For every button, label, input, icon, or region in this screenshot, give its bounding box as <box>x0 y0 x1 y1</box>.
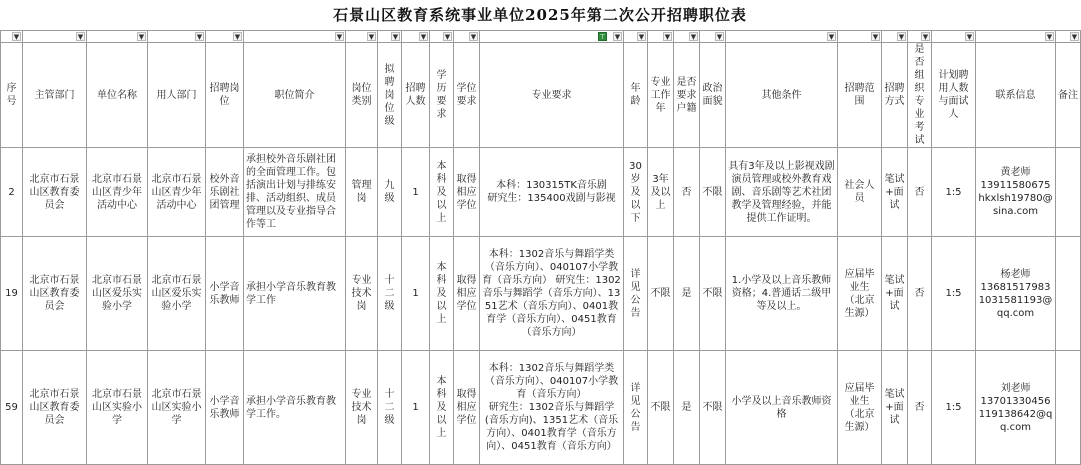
cell-dept: 北京市石景山区教育委员会 <box>23 237 87 351</box>
chevron-down-icon[interactable]: ▼ <box>1071 33 1078 41</box>
cell-unit: 北京市石景山区实验小学 <box>87 351 148 465</box>
cell-remark <box>1056 351 1081 465</box>
cell-education: 本科及以上 <box>430 351 454 465</box>
cell-other: 小学及以上音乐教师资格 <box>726 351 838 465</box>
cell-major: 本科：1302音乐与舞蹈学类（音乐方向）、040107小学教育（音乐方向） 研究生：1302音乐与舞蹈学（音乐方向）、1351艺术（音乐方向）、0401教育学（音乐方向）、0451教育（音乐方向） <box>480 237 624 351</box>
chevron-down-icon[interactable]: ▼ <box>872 33 879 41</box>
header-employer: 用人部门 <box>148 43 206 148</box>
cell-method: 笔试+面试 <box>882 351 908 465</box>
filter-cell <box>402 31 430 43</box>
cell-other: 具有3年及以上影视戏剧演员管理或校外教育戏剧、音乐剧等艺术社团教学及管理经验，并能提供工作证明。 <box>726 148 838 237</box>
cell-ratio-org: 否 <box>908 237 932 351</box>
cell-ratio-org: 否 <box>908 148 932 237</box>
filter-cell <box>244 31 346 43</box>
cell-education: 本科及以上 <box>430 148 454 237</box>
chevron-down-icon[interactable]: ▼ <box>13 33 20 41</box>
cell-dept: 北京市石景山区教育委员会 <box>23 351 87 465</box>
cell-employer: 北京市石景山区爱乐实验小学 <box>148 237 206 351</box>
cell-scope: 应届毕业生（北京生源） <box>838 351 882 465</box>
cell-count: 1 <box>402 237 430 351</box>
cell-hukou: 是 <box>674 237 700 351</box>
cell-age: 详见公告 <box>624 237 648 351</box>
header-politics: 政治面貌 <box>700 43 726 148</box>
cell-level: 十二级 <box>378 237 402 351</box>
cell-category: 管理岗 <box>346 148 378 237</box>
filter-cell <box>206 31 244 43</box>
filter-cell <box>1 31 23 43</box>
header-category: 岗位类别 <box>346 43 378 148</box>
header-ratio: 计划聘用人数与面试人 <box>932 43 976 148</box>
chevron-down-icon[interactable]: ▼ <box>77 33 84 41</box>
cell-other: 1.小学及以上音乐教师资格；4.普通话二级甲等及以上。 <box>726 237 838 351</box>
cell-ratio: 1:5 <box>932 351 976 465</box>
cell-degree: 取得相应学位 <box>454 148 480 237</box>
header-age: 年龄 <box>624 43 648 148</box>
chevron-down-icon[interactable]: ▼ <box>638 33 645 41</box>
filter-cell <box>674 31 700 43</box>
cell-age: 详见公告 <box>624 351 648 465</box>
cell-politics: 不限 <box>700 237 726 351</box>
chevron-down-icon[interactable]: ▼ <box>234 33 241 41</box>
chevron-down-icon[interactable]: ▼ <box>368 33 375 41</box>
cell-education: 本科及以上 <box>430 237 454 351</box>
cell-ratio: 1:5 <box>932 148 976 237</box>
cell-remark <box>1056 148 1081 237</box>
chevron-down-icon[interactable]: ▼ <box>470 33 477 41</box>
cell-unit: 北京市石景山区爱乐实验小学 <box>87 237 148 351</box>
chevron-down-icon[interactable]: ▼ <box>336 33 343 41</box>
cell-hukou: 否 <box>674 148 700 237</box>
header-level: 拟聘岗位级 <box>378 43 402 148</box>
cell-intro: 承担小学音乐教育教学工作 <box>244 237 346 351</box>
cell-intro: 承担校外音乐剧社团的全面管理工作。包括演出计划与排练安排、活动组织、成员管理以及专业指导合作等工 <box>244 148 346 237</box>
chevron-down-icon[interactable]: ▼ <box>828 33 835 41</box>
header-other: 其他条件 <box>726 43 838 148</box>
cell-method: 笔试+面试 <box>882 237 908 351</box>
filter-cell <box>1056 31 1081 43</box>
filter-cell <box>346 31 378 43</box>
cell-hukou: 是 <box>674 351 700 465</box>
cell-scope: 应届毕业生（北京生源） <box>838 237 882 351</box>
cell-unit: 北京市石景山区青少年活动中心 <box>87 148 148 237</box>
filter-cell <box>908 31 932 43</box>
header-scope: 招聘范围 <box>838 43 882 148</box>
cell-count: 1 <box>402 351 430 465</box>
table-row <box>1 351 1081 465</box>
cell-count: 1 <box>402 148 430 237</box>
cell-experience: 不限 <box>648 237 674 351</box>
recruitment-table <box>0 30 1081 465</box>
header-method: 招聘方式 <box>882 43 908 148</box>
filter-cell <box>87 31 148 43</box>
header-remark: 备注 <box>1056 43 1081 148</box>
cell-employer: 北京市石景山区青少年活动中心 <box>148 148 206 237</box>
header-major: 专业要求 <box>480 43 624 148</box>
filter-cell <box>932 31 976 43</box>
header-post: 招聘岗位 <box>206 43 244 148</box>
cell-seq: 19 <box>1 237 23 351</box>
cell-employer: 北京市石景山区实验小学 <box>148 351 206 465</box>
cell-category: 专业技术岗 <box>346 351 378 465</box>
filter-cell <box>480 31 624 43</box>
cell-seq: 59 <box>1 351 23 465</box>
chevron-down-icon[interactable]: ▼ <box>614 33 621 41</box>
cell-degree: 取得相应学位 <box>454 237 480 351</box>
table-row <box>1 148 1081 237</box>
header-degree: 学位要求 <box>454 43 480 148</box>
filter-cell <box>378 31 402 43</box>
header-experience: 专业工作年 <box>648 43 674 148</box>
cell-seq: 2 <box>1 148 23 237</box>
cell-age: 30岁及以下 <box>624 148 648 237</box>
chevron-down-icon[interactable]: ▼ <box>922 33 929 41</box>
filter-cell <box>454 31 480 43</box>
header-ratio-org: 是否组织专业考试 <box>908 43 932 148</box>
cell-scope: 社会人员 <box>838 148 882 237</box>
chevron-down-icon[interactable]: ▼ <box>690 33 697 41</box>
chevron-down-icon[interactable]: ▼ <box>196 33 203 41</box>
header-education: 学历要求 <box>430 43 454 148</box>
chevron-down-icon[interactable]: ▼ <box>420 33 427 41</box>
cell-level: 十二级 <box>378 351 402 465</box>
header-seq: 序号 <box>1 43 23 148</box>
cell-politics: 不限 <box>700 148 726 237</box>
chevron-down-icon[interactable]: ▼ <box>1046 33 1053 41</box>
filter-cell <box>648 31 674 43</box>
filter-cell <box>624 31 648 43</box>
cell-category: 专业技术岗 <box>346 237 378 351</box>
cell-post: 校外音乐剧社团管理 <box>206 148 244 237</box>
chevron-down-icon[interactable]: ▼ <box>138 33 145 41</box>
cell-politics: 不限 <box>700 351 726 465</box>
filter-funnel-icon[interactable]: ⊤ <box>599 33 606 41</box>
cell-major: 本科：1302音乐与舞蹈学类（音乐方向）、040107小学教育（音乐方向） 研究生：1302音乐与舞蹈学(音乐方向)、1351艺术（音乐方向）、0401教育学（音乐方向）、0451教育（音乐方向） <box>480 351 624 465</box>
cell-post: 小学音乐教师 <box>206 237 244 351</box>
cell-contact: 杨老师 13681517983 1031581193@qq.com <box>976 237 1056 351</box>
chevron-down-icon[interactable]: ▼ <box>392 33 399 41</box>
cell-degree: 取得相应学位 <box>454 351 480 465</box>
filter-cell <box>148 31 206 43</box>
filter-cell <box>23 31 87 43</box>
cell-intro: 承担小学音乐教育教学工作。 <box>244 351 346 465</box>
filter-cell <box>726 31 838 43</box>
header-count: 招聘人数 <box>402 43 430 148</box>
cell-remark <box>1056 237 1081 351</box>
cell-experience: 3年及以上 <box>648 148 674 237</box>
header-dept: 主管部门 <box>23 43 87 148</box>
cell-contact: 黄老师 13911580675 hkxlsh19780@sina.com <box>976 148 1056 237</box>
filter-row <box>1 31 1081 43</box>
sheet-title: 石景山区教育系统事业单位2025年第二次公开招聘职位表 <box>333 6 747 24</box>
filter-cell <box>882 31 908 43</box>
cell-dept: 北京市石景山区教育委员会 <box>23 148 87 237</box>
cell-method: 笔试+面试 <box>882 148 908 237</box>
table-row <box>1 237 1081 351</box>
header-row <box>1 43 1081 148</box>
header-hukou: 是否要求户籍 <box>674 43 700 148</box>
chevron-down-icon[interactable]: ▼ <box>664 33 671 41</box>
header-intro: 职位简介 <box>244 43 346 148</box>
cell-major: 本科：130315TK音乐剧 研究生：135400戏剧与影视 <box>480 148 624 237</box>
cell-experience: 不限 <box>648 351 674 465</box>
filter-cell <box>430 31 454 43</box>
cell-contact: 刘老师 13701330456 119138642@qq.com <box>976 351 1056 465</box>
filter-cell <box>838 31 882 43</box>
header-contact: 联系信息 <box>976 43 1056 148</box>
filter-cell <box>976 31 1056 43</box>
cell-post: 小学音乐教师 <box>206 351 244 465</box>
chevron-down-icon[interactable]: ▼ <box>444 33 451 41</box>
chevron-down-icon[interactable]: ▼ <box>716 33 723 41</box>
cell-ratio-org: 否 <box>908 351 932 465</box>
chevron-down-icon[interactable]: ▼ <box>898 33 905 41</box>
chevron-down-icon[interactable]: ▼ <box>966 33 973 41</box>
cell-level: 九级 <box>378 148 402 237</box>
cell-ratio: 1:5 <box>932 237 976 351</box>
header-unit: 单位名称 <box>87 43 148 148</box>
filter-cell <box>700 31 726 43</box>
